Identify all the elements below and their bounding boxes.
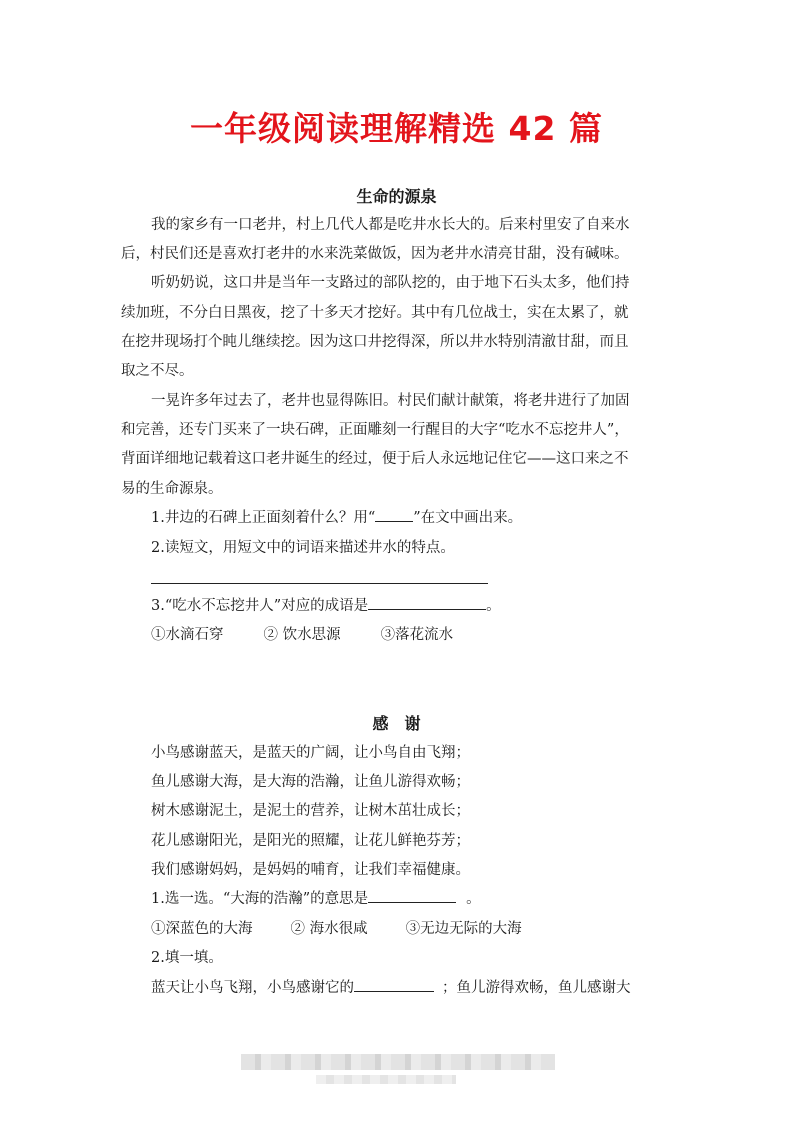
answer-blank[interactable] <box>368 595 486 610</box>
option: ①水滴石穿 <box>151 627 224 643</box>
options-row <box>151 624 453 646</box>
paragraph-line: 和完善，还专门买来了一块石碑，正面雕刻一行醒目的大字“吃水不忘挖井人”， <box>121 422 629 438</box>
poem-line: 小鸟感谢蓝天，是蓝天的广阔，让小鸟自由飞翔； <box>151 745 470 761</box>
question-text: 1.选一选。“大海的浩瀚”的意思是 <box>151 891 369 907</box>
poem-line: 鱼儿感谢大海，是大海的浩瀚，让鱼儿游得欢畅； <box>151 774 470 790</box>
paragraph-line: 我的家乡有一口老井，村上几代人都是吃井水长大的。后来村里安了自来水 <box>151 217 630 233</box>
question-text: 3.“吃水不忘挖井人”对应的成语是 <box>151 598 369 614</box>
question-text: 蓝天让小鸟飞翔，小鸟感谢它的 <box>151 980 354 996</box>
paragraph-line: 易的生命源泉。 <box>121 481 223 497</box>
article-title: 生命的源泉 <box>356 187 437 206</box>
option: ② 饮水思源 <box>263 627 341 643</box>
question-3 <box>151 595 501 617</box>
paragraph-line: 听奶奶说，这口井是当年一支路过的部队挖的，由于地下石头太多，他们持 <box>151 275 630 291</box>
question-text: 1.井边的石碑上正面刻着什么？用“ <box>151 510 376 526</box>
question-1 <box>151 888 481 910</box>
poem-line: 我们感谢妈妈，是妈妈的哺育，让我们幸福健康。 <box>151 862 470 878</box>
paragraph-line: 取之不尽。 <box>121 363 194 379</box>
question-2-fill <box>151 977 631 999</box>
answer-blank[interactable] <box>354 977 434 992</box>
blurred-watermark <box>316 1075 456 1084</box>
question-text: 。 <box>466 891 481 907</box>
option: ② 海水很咸 <box>290 921 368 937</box>
paragraph-line: 后，村民们还是喜欢打老井的水来洗菜做饭，因为老井水清亮甘甜，没有碱味。 <box>121 246 629 262</box>
question-1 <box>151 507 522 529</box>
question-2: 2.填一填。 <box>151 950 223 966</box>
blurred-watermark <box>241 1054 555 1070</box>
question-2: 2.读短文，用短文中的词语来描述井水的特点。 <box>151 540 455 556</box>
option: ③落花流水 <box>380 627 454 643</box>
question-text: ”在文中画出来。 <box>413 510 523 526</box>
options-row <box>151 918 522 940</box>
poem-line: 花儿感谢阳光，是阳光的照耀，让花儿鲜艳芬芳； <box>151 833 470 849</box>
question-text: ；鱼儿游得欢畅，鱼儿感谢大 <box>442 980 631 996</box>
answer-line[interactable] <box>151 583 488 584</box>
question-text: 。 <box>486 598 501 614</box>
paragraph-line: 背面详细地记载着这口老井诞生的经过，便于后人永远地记住它——这口来之不 <box>121 451 629 467</box>
poem-line: 树木感谢泥土，是泥土的营养，让树木茁壮成长； <box>151 803 470 819</box>
paragraph-line: 续加班，不分白日黑夜，挖了十多天才挖好。其中有几位战士，实在太累了，就 <box>121 305 629 321</box>
option: ③无边无际的大海 <box>405 921 522 937</box>
answer-blank[interactable] <box>375 507 413 522</box>
answer-blank[interactable] <box>368 888 456 903</box>
article-title: 感 谢 <box>372 714 421 733</box>
paragraph-line: 在挖井现场打个盹儿继续挖。因为这口井挖得深，所以井水特别清澈甘甜，而且 <box>121 334 629 350</box>
page-title: 一年级阅读理解精选 42 篇 <box>190 109 603 148</box>
paragraph-line: 一晃许多年过去了，老井也显得陈旧。村民们献计献策，将老井进行了加固 <box>151 393 630 409</box>
option: ①深蓝色的大海 <box>151 921 253 937</box>
